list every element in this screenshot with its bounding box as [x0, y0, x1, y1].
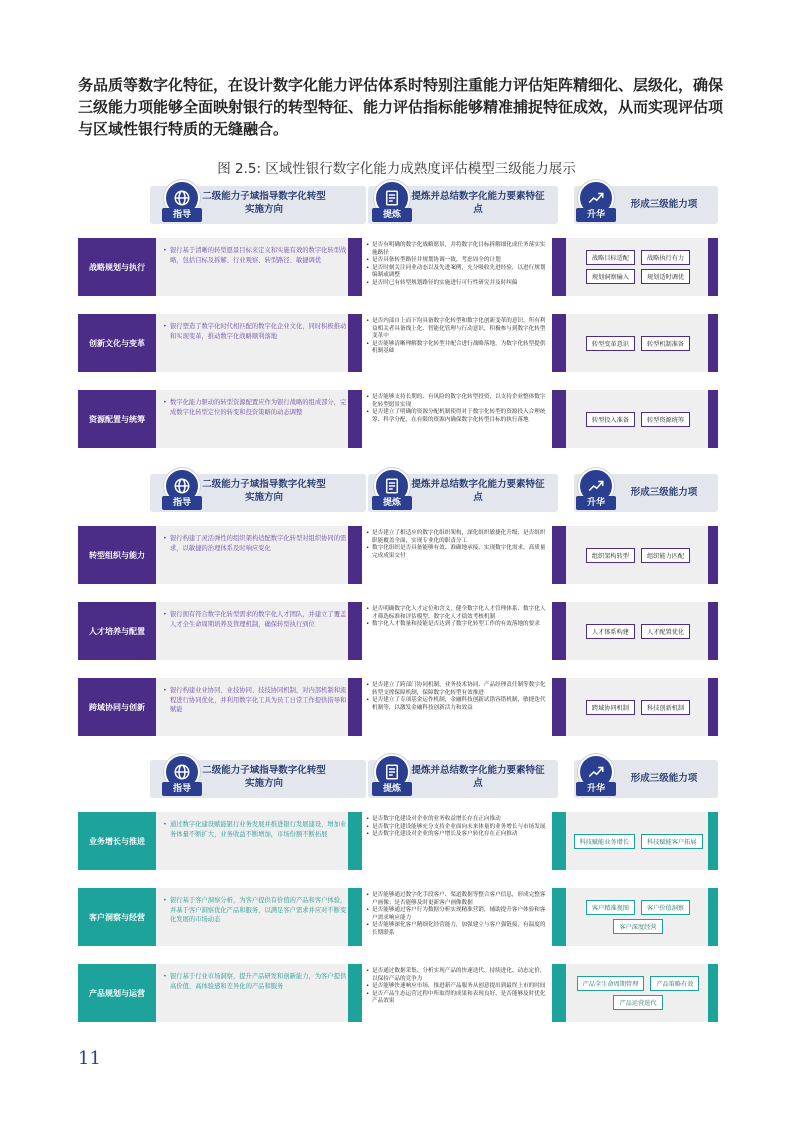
divider-flag	[348, 390, 362, 448]
capability-items	[568, 602, 708, 660]
end-bar	[708, 526, 718, 584]
col1-header: 二级能力子域指导数字化转型实施方向	[202, 191, 326, 215]
guide-badge: 指导	[162, 208, 202, 222]
feature-point: • 是否产品生态运营过程中所取得的成果和表现良好，是否能够及时优化产品效果	[372, 991, 546, 1006]
row-title: 跨域协同与创新	[78, 678, 156, 736]
capability-item: 组织能力匹配	[641, 548, 690, 563]
capability-item: 科技创新机制	[641, 700, 690, 715]
capability-item: 跨域协同机制	[586, 700, 635, 715]
refine-badge: 提炼	[372, 496, 412, 510]
divider-flag	[552, 964, 566, 1022]
col2-header: 提炼并总结数字化能力要素特征点	[411, 191, 545, 215]
capability-item: 科技赋能业务增长	[574, 834, 636, 849]
feature-points	[362, 526, 552, 584]
capability-item: 科技赋能客户拓展	[641, 834, 703, 849]
feature-points	[362, 678, 552, 736]
feature-point: • 是否能够清晰理解数字化转型并配合进行战略落地，为数字化转型提供机制基础	[372, 341, 546, 356]
capability-item: 人才体系构建	[586, 624, 635, 639]
capability-item: 转型机制准备	[641, 336, 690, 351]
end-bar	[708, 888, 718, 946]
row-description: • 银行拥有符合数字化转型需求的数字化人才团队，并建立了覆盖人才全生命周期培养及管理机制，确保转型执行到位	[170, 610, 350, 629]
end-bar	[708, 602, 718, 660]
capability-item: 组织架构转型	[586, 548, 635, 563]
divider-flag	[552, 314, 566, 372]
row-title: 产品规划与运营	[78, 964, 156, 1022]
col1-header: 二级能力子域指导数字化转型实施方向	[202, 765, 326, 789]
guide-badge: 指导	[162, 782, 202, 796]
divider-flag	[552, 238, 566, 296]
feature-point: • 是否建立了明确的资源分配机制使得对于数字化转型的资源投入合理统筹、科学分配，在有限的资源内确保数字化转型目标的执行落地	[372, 409, 546, 424]
capability-row	[78, 888, 718, 946]
col1-header: 二级能力子域指导数字化转型实施方向	[202, 479, 326, 503]
capability-items	[568, 390, 708, 448]
divider-flag	[348, 238, 362, 296]
col2-header: 提炼并总结数字化能力要素特征点	[411, 479, 545, 503]
divider-flag	[552, 526, 566, 584]
feature-point: • 是否时已有转型规划路径的实施进行可行性研究并及时纠偏	[372, 280, 546, 288]
capability-item: 客户价值洞察	[641, 900, 690, 915]
feature-point: • 是否能够支持长期的、有风险的数字化转型投资，以支持企业整体数字化转型愿景实现	[372, 394, 546, 409]
feature-point: • 是否内部自上而下均具备数字化转型和数字化创新变革的意识，所有利益相关者具备线上化、智能化管理与行动意识，积极参与到数字化转型变革中	[372, 318, 546, 341]
feature-points	[362, 390, 552, 448]
capability-section	[78, 474, 718, 736]
capability-row	[78, 812, 718, 870]
capability-row	[78, 314, 718, 372]
row-title: 资源配置与统筹	[78, 390, 156, 448]
capability-item: 转型变革意识	[586, 336, 635, 351]
divider-flag	[348, 314, 362, 372]
feature-point: • 是否数字化建设对企业的业务收益增长存在正向推动	[372, 816, 546, 824]
feature-point: • 是否数字化建设能够充分支持企业面向未来体量的业务增长与市场发展	[372, 824, 546, 832]
elevate-badge: 升华	[576, 782, 616, 796]
section-header	[78, 186, 718, 224]
capability-items	[568, 964, 708, 1022]
row-description: • 通过数字化建设赋能银行业务发展并推进银行发展建设，增加业务体量不断扩大，业务收益不断增加，市场份额不断拓展	[170, 820, 350, 839]
elevate-badge: 升华	[576, 496, 616, 510]
divider-flag	[552, 812, 566, 870]
row-description: • 银行构建了灵活弹性的组织架构适配数字化转型对组织协同的需求，以敏捷的治理体系及时响应变化	[170, 534, 350, 553]
figure-title: 图 2.5: 区域性银行数字化能力成熟度评估模型三级能力展示	[217, 161, 576, 177]
capability-items	[568, 314, 708, 372]
capability-items	[568, 888, 708, 946]
col3-header: 形成三级能力项	[630, 199, 698, 210]
capability-item: 规划适时调优	[641, 269, 690, 284]
capability-items	[568, 526, 708, 584]
capability-item: 客户深度经营	[613, 919, 662, 934]
capability-row	[78, 238, 718, 296]
row-description: • 银行基于清晰的转型愿景目标来定义和实施有效的数字化转型战略，包括目标及拆解、行业观察、转型路径、敏捷调优	[170, 246, 350, 265]
divider-flag	[348, 526, 362, 584]
end-bar	[708, 964, 718, 1022]
col3-header: 形成三级能力项	[630, 773, 698, 784]
capability-row	[78, 602, 718, 660]
capability-section	[78, 186, 718, 448]
feature-point: • 是否数字化建设对企业的客户增长及客户转化存在正向推动	[372, 831, 546, 839]
elevate-badge: 升华	[576, 208, 616, 222]
feature-point: • 是否明确数字化人才定位和含义，健全数字化人才管理体系、数字化人才筛选标准和评估模型、数字化人才绩效考核机制	[372, 606, 546, 621]
section-header	[78, 474, 718, 512]
capability-item: 产品全生命周期管理	[577, 976, 645, 991]
capability-row	[78, 390, 718, 448]
row-title: 客户洞察与经营	[78, 888, 156, 946]
feature-points	[362, 314, 552, 372]
page-number: 11	[78, 1048, 101, 1069]
row-description: • 银行基于客户洞察分析，为客户提供有价值的产品和客户体验，并基于客户洞察优化产品和服务，以满足客户需求并应对不断变化发展的市场动态	[170, 896, 350, 925]
feature-point: • 是否能够快速响应市场，推进新产品服务从创意提出到最终上市的时间	[372, 983, 546, 991]
capability-item: 产品策略有效	[650, 976, 699, 991]
capability-items	[568, 238, 708, 296]
capability-item: 转型资源统筹	[641, 412, 690, 427]
divider-flag	[552, 390, 566, 448]
feature-point: • 是否通过数据采集、分析实现产品的快速迭代、持续进化、动态定价，以保持产品的竞争力	[372, 968, 546, 983]
capability-row	[78, 678, 718, 736]
capability-row	[78, 964, 718, 1022]
feature-points	[362, 238, 552, 296]
row-title: 创新文化与变革	[78, 314, 156, 372]
feature-point: • 是否建立了相适应的数字化组织架构，深化组织敏捷化升级；是否组织职能覆盖全面，实现专业化的职责分工	[372, 530, 546, 545]
row-title: 业务增长与推进	[78, 812, 156, 870]
divider-flag	[348, 678, 362, 736]
divider-flag	[348, 602, 362, 660]
intro-paragraph: 务品质等数字化特征，在设计数字化能力评估体系时特别注重能力评估矩阵精细化、层级化，确保三级能力项能够全面映射银行的转型特征、能力评估指标能够精准捕捉特征成效，从而实现评估项与区域性银行特质的无缝融合。	[78, 76, 724, 138]
feature-point: • 是否建立了专项基金运作机制，金融科技创新试错容错机制，敏捷迭代机制等，以激发金融科技创新活力和效益	[372, 697, 546, 712]
divider-flag	[552, 888, 566, 946]
feature-point: • 数字化组织是否具备能够有效、准确地承接、实现数字化需求，高质量完成成果交付	[372, 545, 546, 560]
row-description: • 银行塑造了数字化时代相匹配的数字化企业文化，同时积极推动和实现变革，推动数字化战略顺利落地	[170, 322, 350, 341]
end-bar	[708, 812, 718, 870]
row-description: • 数字化能力驱动的转型资源配置应作为银行战略的组成部分，完成数字化转型定位的转变和投资策略的动态调整	[170, 398, 350, 417]
feature-point: • 是否建立了跨部门协同机制，业务技术协同、产品经理责任制等数字化转型支撑保障机制，保障数字化转型有效推进	[372, 682, 546, 697]
feature-point: • 是否能够通过数字化手段客户、渠道数据等整合客户信息，形成完整客户画像；是否能够及时更新客户画像数据	[372, 892, 546, 907]
col3-header: 形成三级能力项	[630, 487, 698, 498]
divider-flag	[348, 812, 362, 870]
divider-flag	[552, 678, 566, 736]
feature-points	[362, 888, 552, 946]
feature-points	[362, 812, 552, 870]
capability-section	[78, 760, 718, 1022]
section-header	[78, 760, 718, 798]
row-title: 战略规划与执行	[78, 238, 156, 296]
feature-point: • 是否能够通过客户行为数据分析实现精准营销，辅助提升客户体验和客户需求响应能力	[372, 907, 546, 922]
feature-point: • 是否有明确的数字化战略愿景，并将数字化目标拆解细化成任务落实实施路径	[372, 242, 546, 257]
feature-point: • 是否能够深化客户精细化经营能力，加强建立与客户强链接，有温度的长期联系	[372, 922, 546, 937]
divider-flag	[348, 888, 362, 946]
row-description: • 银行构建业业协同、业技协同、技技协同机制，对内部机制和流程进行协同优化，并利用数字化工具为员工日常工作提供指导和赋能	[170, 686, 350, 715]
end-bar	[708, 678, 718, 736]
feature-points	[362, 964, 552, 1022]
feature-point: • 是否时刻关注同业动态以及先进案例，充分吸收先进经验，以进行规划编制或调整	[372, 265, 546, 280]
feature-points	[362, 602, 552, 660]
refine-badge: 提炼	[372, 208, 412, 222]
feature-point: • 是否具备转型路径并规划协调一致，考虑周全的计划	[372, 257, 546, 265]
end-bar	[708, 314, 718, 372]
row-title: 人才培养与配置	[78, 602, 156, 660]
col2-header: 提炼并总结数字化能力要素特征点	[411, 765, 545, 789]
feature-point: • 数字化人才数量和技能是否达到了数字化转型工作的有效落地的要求	[372, 621, 546, 629]
guide-badge: 指导	[162, 496, 202, 510]
divider-flag	[348, 964, 362, 1022]
capability-item: 人才配置优化	[641, 624, 690, 639]
capability-row	[78, 526, 718, 584]
capability-item: 客户精准视图	[586, 900, 635, 915]
capability-items	[568, 678, 708, 736]
refine-badge: 提炼	[372, 782, 412, 796]
capability-item: 战略目标适配	[586, 250, 635, 265]
row-title: 转型组织与能力	[78, 526, 156, 584]
capability-item: 战略执行有力	[641, 250, 690, 265]
capability-item: 产品运营迭代	[613, 995, 662, 1010]
end-bar	[708, 390, 718, 448]
divider-flag	[552, 602, 566, 660]
row-description: • 银行基于行业市场洞察，提升产品研发和创新能力，为客户提供高价值、高体验感和差异化的产品和服务	[170, 972, 350, 991]
end-bar	[708, 238, 718, 296]
capability-items	[568, 812, 708, 870]
capability-item: 转型投入准备	[586, 412, 635, 427]
capability-item: 规划洞察输入	[586, 269, 635, 284]
